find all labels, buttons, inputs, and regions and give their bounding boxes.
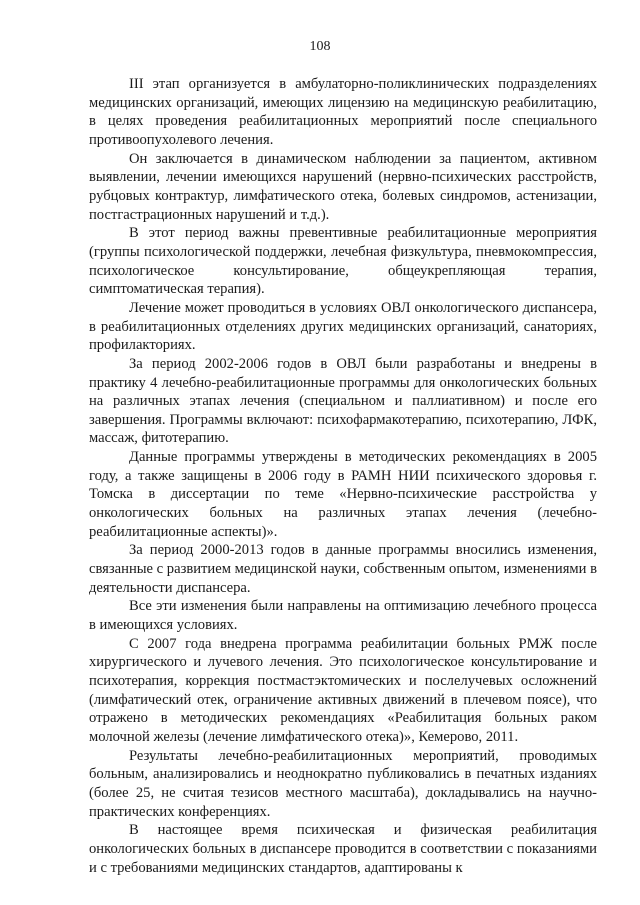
paragraph: Результаты лечебно-реабилитационных мероприятий, проводимых больным, анализировались и неоднократно публиковались в печатных изданиях (более 25, не считая тезисов местного масштаба), докладывались на научно-практических конференциях.: [89, 747, 597, 820]
paragraph: Все эти изменения были направлены на оптимизацию лечебного процесса в имеющихся условиях.: [89, 598, 597, 634]
paragraph: Данные программы утверждены в методических рекомендациях в 2005 году, а также защищены в 2006 году в РАМН НИИ психического здоровья г. Томска в диссертации по теме «Нервно-психические расстройства у онкологических больных на различных этапах лечения (лечебно-реабилитационные аспекты)».: [89, 449, 597, 540]
paragraph: В настоящее время психическая и физическая реабилитация онкологических больных в диспансере проводится в соответствии с показаниями и с требованиями медицинских стандартов, адаптированы к: [89, 822, 597, 876]
paragraph: III этап организуется в амбулаторно-поликлинических подразделениях медицинских организаций, имеющих лицензию на медицинскую реабилитацию, в целях проведения реабилитационных мероприятий после специального противоопухолевого лечения.: [89, 76, 597, 148]
paragraph: В этот период важны превентивные реабилитационные мероприятия (группы психологической поддержки, лечебная физкультура, пневмокомпрессия, психологическое консультирование, общеукрепляющая терапия, симптоматическая терапия).: [89, 225, 597, 298]
body-text: [89, 75, 597, 877]
paragraph: Он заключается в динамическом наблюдении за пациентом, активном выявлении, лечении имеющихся нарушений (нервно-психических расстройств, рубцовых контрактур, лимфатического отека, болевых синдромов, астенизации, постгастрационных нарушений и т.д.).: [89, 150, 597, 223]
paragraph: С 2007 года внедрена программа реабилитации больных РМЖ после хирургического и лучевого лечения. Это психологическое консультирование и психотерапия, коррекция постмастэктомических и послелучевых осложнений (лимфатический отек, ограничение активных движений в плечевом поясе), что отражено в методических рекомендациях «Реабилитация больных раком молочной железы (лечение лимфатического отека)», Кемерово, 2011.: [89, 635, 597, 745]
paragraph: Лечение может проводиться в условиях ОВЛ онкологического диспансера, в реабилитационных отделениях других медицинских организаций, санаториях, профилакториях.: [89, 299, 597, 354]
page-number: 108: [309, 39, 331, 54]
paragraph: За период 2000-2013 годов в данные программы вносились изменения, связанные с развитием медицинской науки, собственным опытом, изменениями в деятельности диспансера.: [89, 542, 597, 596]
paragraph: За период 2002-2006 годов в ОВЛ были разработаны и внедрены в практику 4 лечебно-реабилитационные программы для онкологических больных на различных этапах лечения (специальном и паллиативном) и после его завершения. Программы включают: психофармакотерапию, психотерапию, ЛФК, массаж, фитотерапию.: [89, 355, 597, 447]
